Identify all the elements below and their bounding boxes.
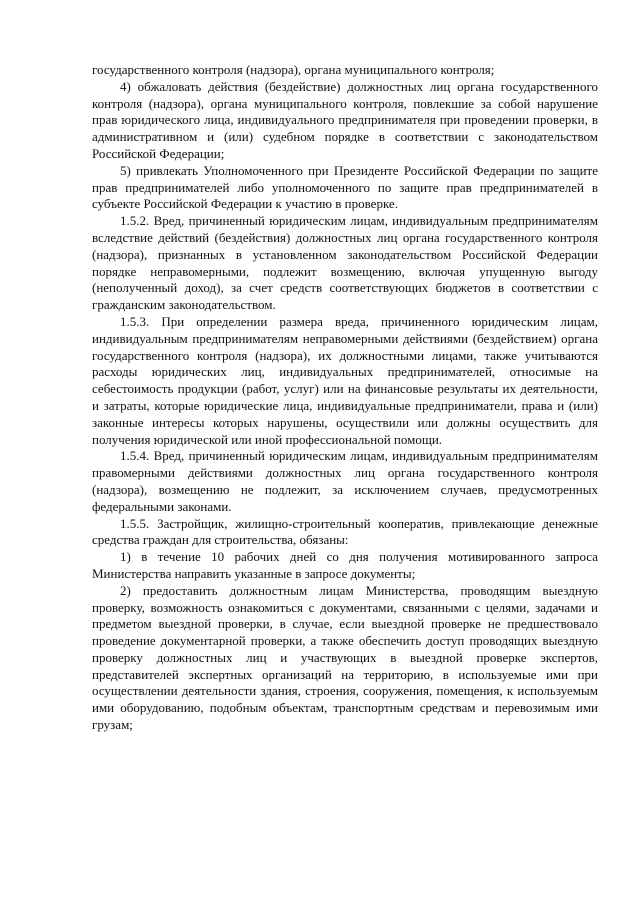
paragraph-1-5-2: 1.5.2. Вред, причиненный юридическим лицам, индивидуальным предпринимателям вследствие действий (бездействия) должностных лиц органа государственного контроля (надзора), признанных в установленном законодательством Российской Федерации порядке неправомерными, подлежит возмещению, включая упущенную выгоду (неполученный доход), за счет средств соответствующих бюджетов в соответствии с гражданским законодательством. [92, 213, 598, 313]
paragraph-item-5: 5) привлекать Уполномоченного при Президенте Российской Федерации по защите прав предпринимателей либо уполномоченного по защите прав предпринимателей в субъекте Российской Федерации к участию в проверке. [92, 162, 598, 212]
document-page [92, 62, 598, 734]
paragraph-item-4: 4) обжаловать действия (бездействие) должностных лиц органа государственного контроля (надзора), органа муниципального контроля, повлекшие за собой нарушение прав юридического лица, индивидуального предпринимателя при проведении проверки, в административном и (или) судебном порядке в соответствии с законодательством Российской Федерации; [92, 78, 598, 161]
paragraph-obligation-2: 2) предоставить должностным лицам Министерства, проводящим выездную проверку, возможность ознакомиться с документами, связанными с целями, задачами и предметом выездной проверки, в случае, если выездной проверке не предшествовало проведение документарной проверки, а также обеспечить доступ проводящих выездную проверку должностных лиц и участвующих в выездной проверке экспертов, представителей экспертных организаций на территорию, в используемые ими при осуществлении деятельности здания, строения, сооружения, помещения, к используемым ими оборудованию, подобным объектам, транспортным средствам и перевозимым ими грузам; [92, 582, 598, 733]
paragraph-1-5-5: 1.5.5. Застройщик, жилищно-строительный кооператив, привлекающие денежные средства граждан для строительства, обязаны: [92, 515, 598, 548]
paragraph-obligation-1: 1) в течение 10 рабочих дней со дня получения мотивированного запроса Министерства направить указанные в запросе документы; [92, 549, 598, 581]
paragraph-1-5-4: 1.5.4. Вред, причиненный юридическим лицам, индивидуальным предпринимателям правомерными действиями должностных лиц органа государственного контроля (надзора), возмещению не подлежит, за исключением случаев, предусмотренных федеральными законами. [92, 448, 598, 514]
paragraph-1-5-3: 1.5.3. При определении размера вреда, причиненного юридическим лицам, индивидуальным предпринимателям неправомерными действиями (бездействием) органа государственного контроля (надзора), их должностными лицами, также учитываются расходы юридических лиц, индивидуальных предпринимателей, относимые на себестоимость продукции (работ, услуг) или на финансовые результаты их деятельности, и затраты, которые юридические лица, индивидуальные предприниматели, права и (или) законные интересы которых нарушены, осуществили или должны осуществить для получения юридической или иной профессиональной помощи. [92, 313, 598, 447]
paragraph-continuation: государственного контроля (надзора), органа муниципального контроля; [92, 62, 495, 77]
